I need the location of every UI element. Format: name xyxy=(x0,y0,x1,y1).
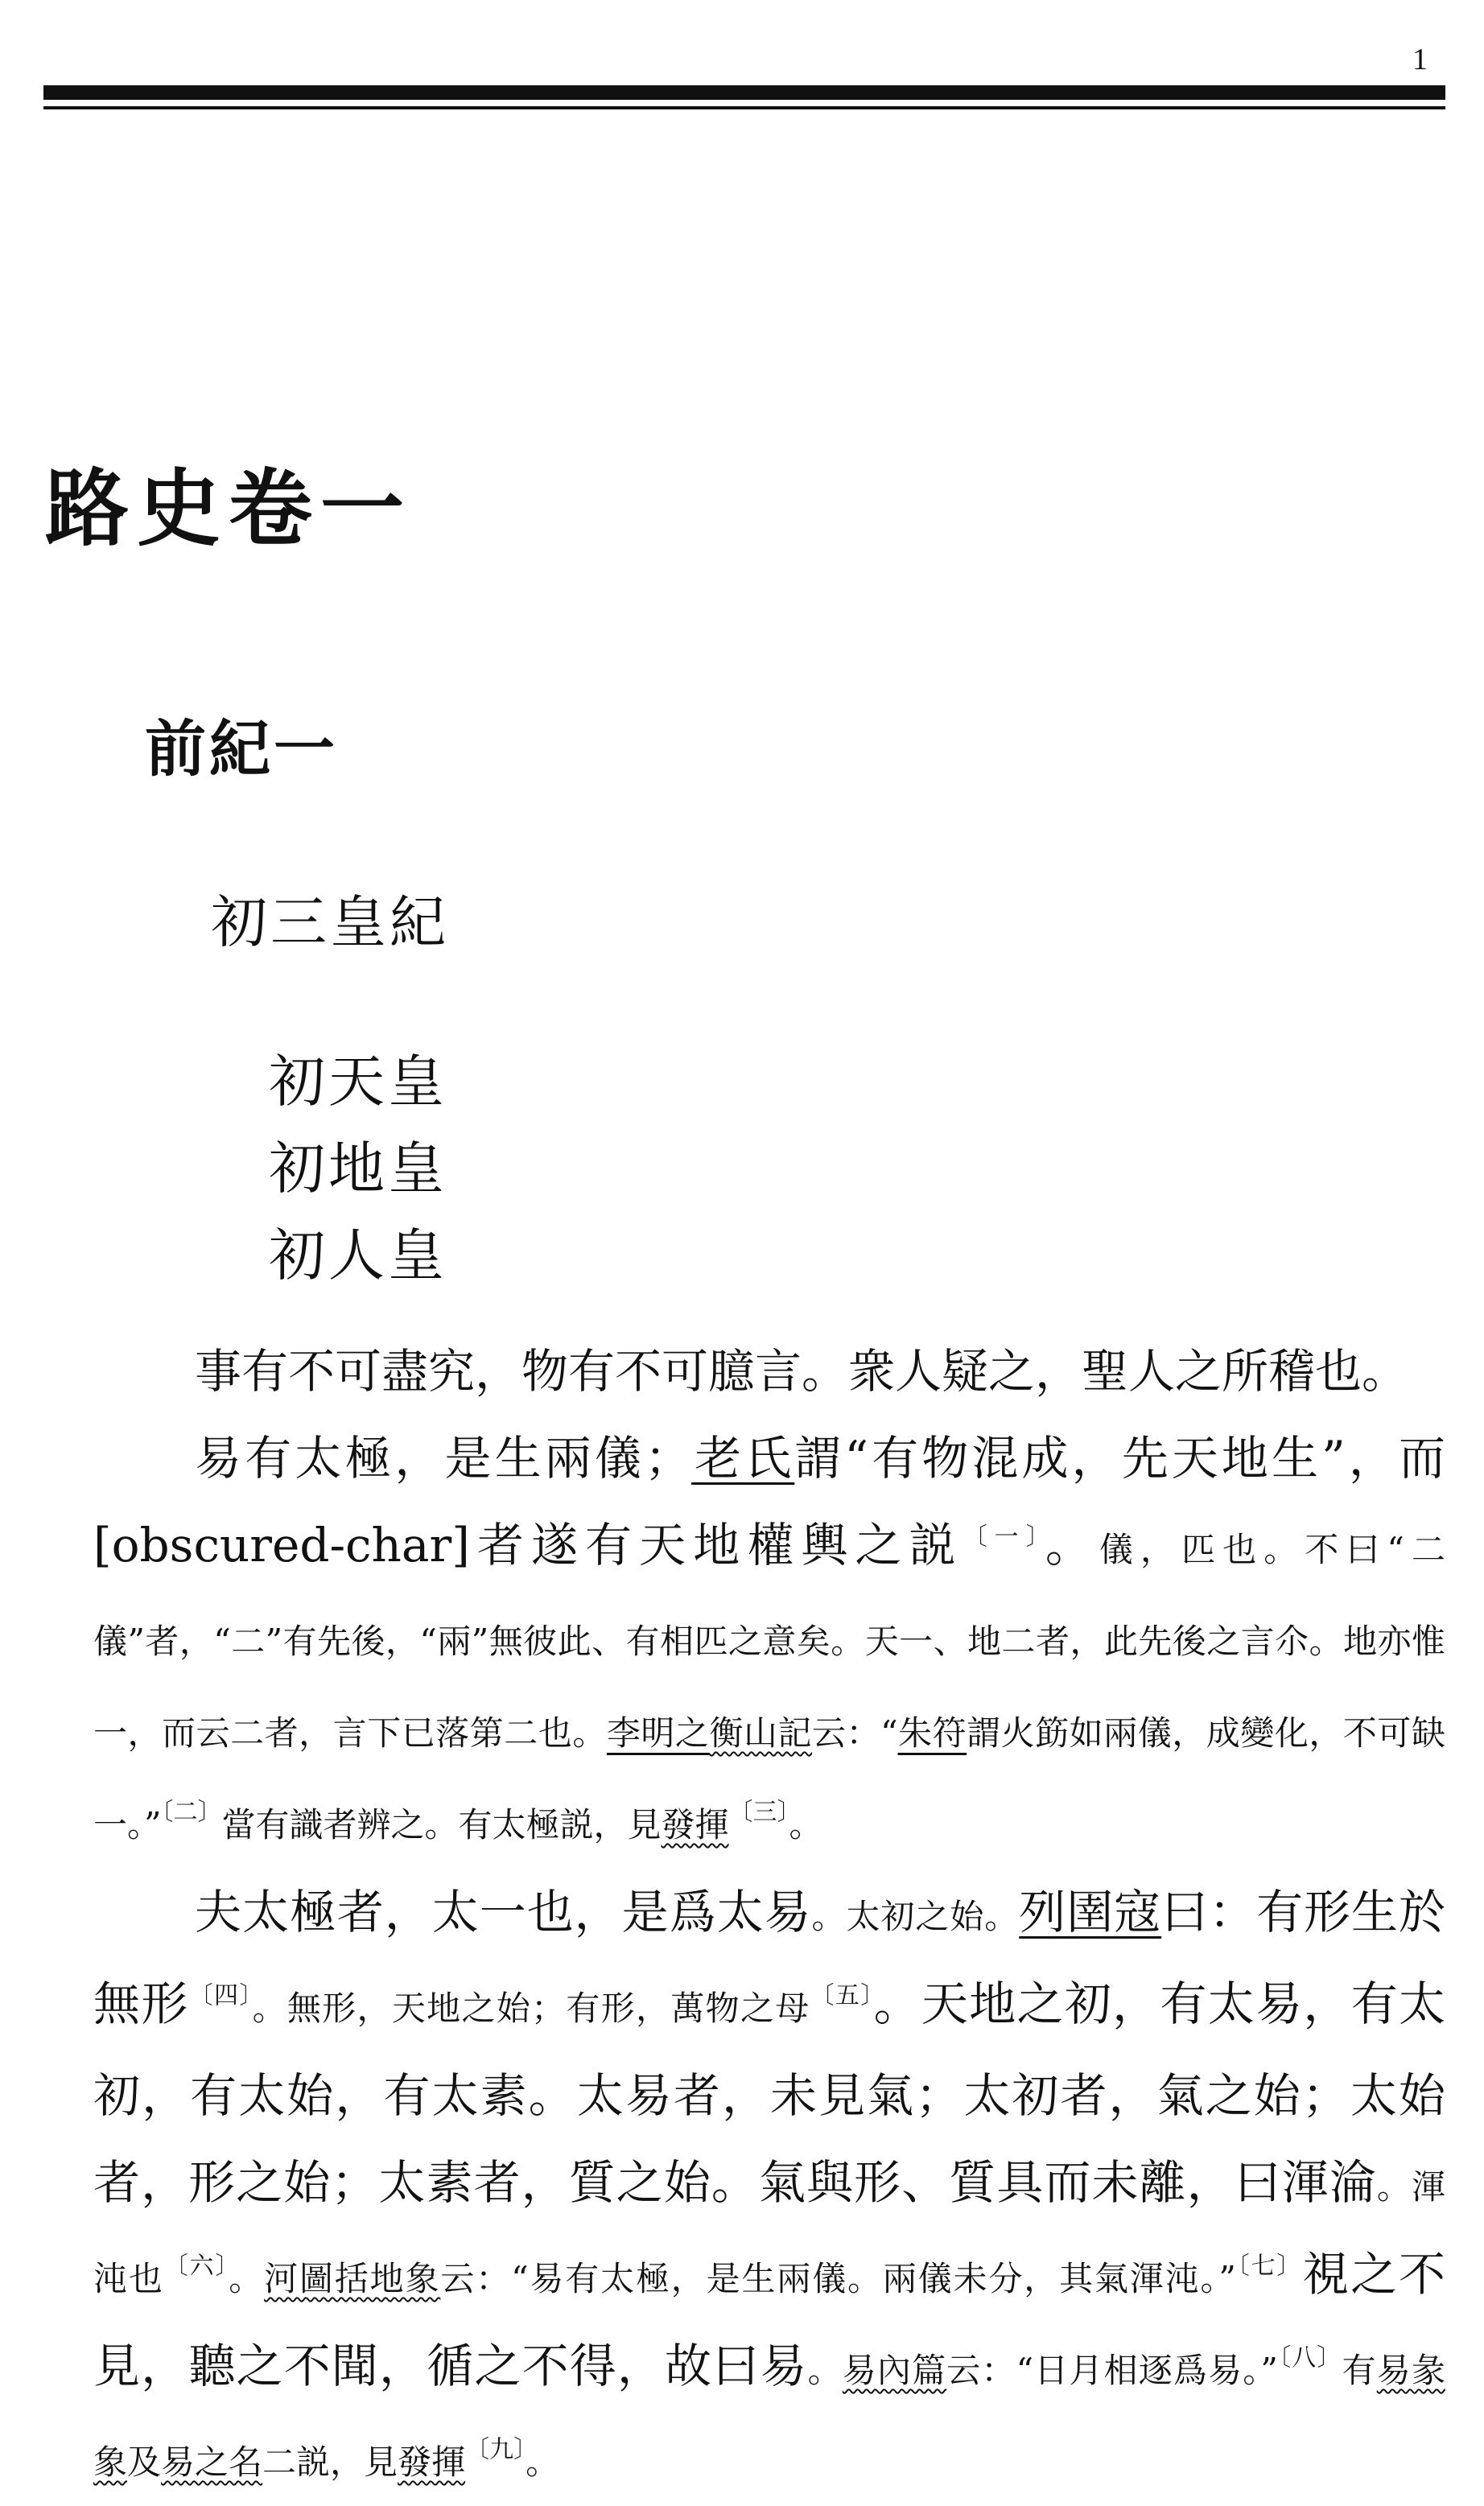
commentary: 有 xyxy=(1342,2351,1377,2390)
commentary: 。 xyxy=(229,2259,265,2298)
commentary: 當有識者辨之。有太極説，見 xyxy=(221,1805,662,1844)
main-text: 易有太極，是生兩儀； xyxy=(195,1431,691,1486)
proper-name: 朱符 xyxy=(897,1713,967,1753)
proper-name: 列圉寇 xyxy=(1019,1885,1162,1939)
footnote-marker: 〔四〕 xyxy=(188,1981,253,2010)
main-text: 。天地之初，有太易，有太初，有太始，有太素。太易者，未見氣；太初者，氣之始；太始者，形之始；太素者，質之始。氣與形、質具而未離，曰渾淪 xyxy=(93,1976,1446,2210)
section-heading: 前紀一 xyxy=(145,713,338,785)
commentary: 。無形，天地之始；有形，萬物之母 xyxy=(252,1989,810,2028)
header-rule-thick xyxy=(43,85,1445,100)
subitem: 初天皇 xyxy=(269,1049,447,1115)
main-text: 謂“有物混成，先天地生”，而 xyxy=(794,1431,1445,1486)
commentary: 。渾沌也 xyxy=(93,2167,1445,2298)
body-text xyxy=(93,1328,1445,2506)
footnote-marker: 〔二〕 xyxy=(161,1798,222,1827)
commentary: 。太初之始。 xyxy=(811,1897,1020,1936)
book-title: 發揮 xyxy=(661,1805,729,1844)
main-text: 事有不可盡究，物有不可臆言。衆人疑之，聖人之所稽也。 xyxy=(195,1344,1409,1399)
main-text: 夫太極者，太一也，是爲太易 xyxy=(195,1885,812,1939)
volume-title: 路史卷一 xyxy=(45,459,413,558)
subitem: 初人皇 xyxy=(269,1222,447,1288)
footnote-marker: 〔五〕 xyxy=(810,1981,874,2010)
main-text: 曰：有形生於無形 xyxy=(93,1885,1445,2031)
footnote-marker: 〔七〕 xyxy=(1235,2252,1303,2281)
subsection-heading: 初三皇紀 xyxy=(211,889,449,955)
commentary: 謂火筯如兩儀，成變化，不可缺一。” xyxy=(93,1713,1445,1844)
commentary: 及 xyxy=(127,2442,162,2482)
footnote-marker: 〔三〕 xyxy=(728,1798,789,1827)
footnote-marker: 〔八〕 xyxy=(1277,2343,1342,2372)
commentary: 。 xyxy=(789,1805,823,1844)
header-rule-thin xyxy=(43,106,1445,109)
main-text: 者遂有天地權輿之説 xyxy=(469,1518,963,1572)
main-text: 。 xyxy=(1045,1518,1099,1572)
subitem-list xyxy=(269,1038,447,1299)
subitem: 初地皇 xyxy=(269,1136,447,1201)
commentary: 。 xyxy=(807,2351,843,2390)
commentary: 。 xyxy=(526,2442,560,2482)
proper-name: 李明之 xyxy=(606,1713,710,1753)
book-title: 河圖括地象 xyxy=(264,2259,441,2298)
page-number: 1 xyxy=(1412,43,1428,76)
book-title: 易彖象 xyxy=(93,2351,1445,2482)
book-title: 衡山記 xyxy=(709,1713,813,1753)
footnote-marker: 〔一〕 xyxy=(963,1523,1045,1552)
book-title: 易之名 xyxy=(161,2442,263,2482)
book-title: 發揮 xyxy=(398,2442,466,2482)
paragraph-2: 易有太極，是生兩儀；老氏謂“有物混成，先天地生”，而[obscured-char]者遂有天地權輿之説$^{〔一〕}$。儀，匹也。不曰“二儀”者，“二”有先後，“兩”無彼此、有相匹之意矣。天一、地二者，此先後之言尒。地亦惟一，而云二者，言下已落第二也。李明之衡山記云：“朱符謂火筯如兩儀，成變化，不可缺一。”$^{〔二〕}$當有識者辨之。有太極説，見發揮$^{〔三〕}$。 xyxy=(93,1431,1445,1844)
commentary: 云：“易有太極，是生兩儀。兩儀未分，其氣渾沌。” xyxy=(440,2259,1236,2298)
book-title: 易內篇 xyxy=(842,2351,947,2390)
commentary: 二説，見 xyxy=(262,2442,398,2482)
paragraph-1 xyxy=(93,1328,1445,1415)
commentary: 云：“ xyxy=(812,1713,898,1753)
commentary: 云：“日月相逐爲易。” xyxy=(946,2351,1278,2390)
footnote-marker: 〔六〕 xyxy=(163,2252,229,2281)
main-text: 視之不見，聽之不聞，循之不得，故曰易 xyxy=(93,2247,1445,2393)
commentary: 儀，匹也。不曰“二儀”者，“二”有先後，“兩”無彼此、有相匹之意矣。天一、地二者，此先後之言尒。地亦惟一，而云二者，言下已落第二也。 xyxy=(93,1530,1445,1753)
paragraph-3 xyxy=(93,1869,1445,2506)
footnote-marker: 〔九〕 xyxy=(465,2435,526,2464)
proper-name: 老氏 xyxy=(690,1431,795,1486)
